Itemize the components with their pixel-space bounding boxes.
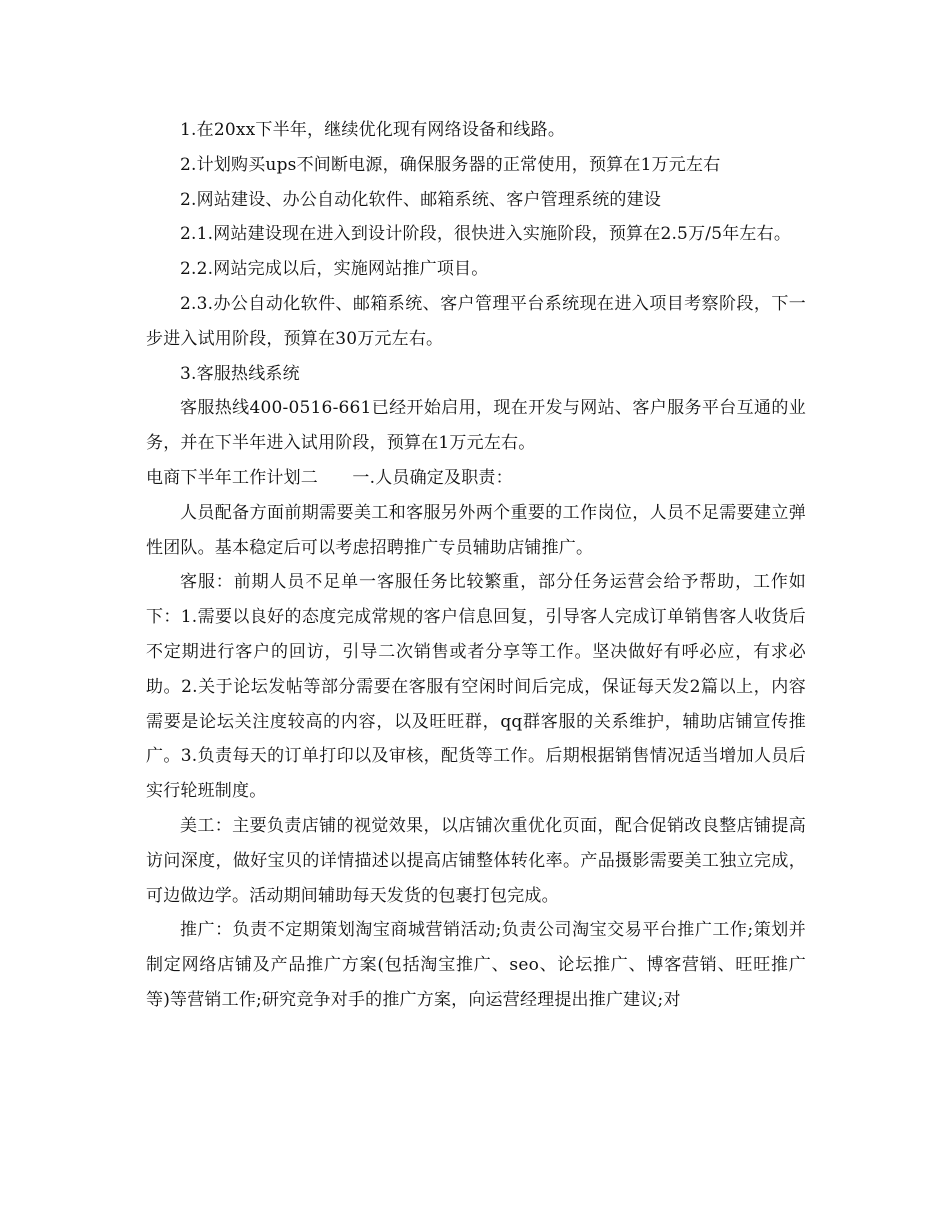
paragraph-website-design: 2.1.网站建设现在进入到设计阶段，很快进入实施阶段，预算在2.5万/5年左右。 (180, 224, 792, 245)
paragraph-ups-purchase: 2.计划购买ups不间断电源，确保服务器的正常使用，预算在1万元左右 (180, 154, 721, 175)
paragraph-network-equipment: 1.在20xx下半年，继续优化现有网络设备和线路。 (180, 120, 566, 140)
paragraph-hotline-heading: 3.客服热线系统 (180, 363, 300, 384)
paragraph-customer-service: 客服：前期人员不足单一客服任务比较繁重，部分任务运营会给予帮助，工作如下：1.需要以良好的态度完成常规的客户信息回复，引导客人完成订单销售客人收货后不定期进行客户的回访，引导二次销售或者分享等工作。坚决做好有呼必应，有求必助。2.关于论坛发帖等部分需要在客服有空闲时间后完成，保证每天发2篇以上，内容需要是论坛关注度较高的内容，以及旺旺群，qq群客服的关系维护，辅助店铺宣传推广。3.负责每天的订单打印以及审核，配货等工作。后期根据销售情况适当增加人员后实行轮班制度。 (146, 572, 806, 802)
section-heading-plan-two: 电商下半年工作计划二 一.人员确定及职责： (146, 467, 513, 488)
paragraph-art-design: 美工：主要负责店铺的视觉效果，以店铺次重优化页面，配合促销改良整店铺提高访问深度，做好宝贝的详情描述以提高店铺整体转化率。产品摄影需要美工独立完成，可边做边学。活动期间辅助每天发货的包裹打包完成。 (146, 815, 806, 906)
paragraph-website-office-system: 2.网站建设、办公自动化软件、邮箱系统、客户管理系统的建设 (180, 189, 662, 210)
paragraph-hotline-details: 客服热线400-0516-661已经开始启用，现在开发与网站、客户服务平台互通的业务，并在下半年进入试用阶段，预算在1万元左右。 (146, 398, 806, 454)
paragraph-office-automation: 2.3.办公自动化软件、邮箱系统、客户管理平台系统现在进入项目考察阶段，下一步进入试用阶段，预算在30万元左右。 (146, 293, 806, 349)
paragraph-promotion: 推广：负责不定期策划淘宝商城营销活动;负责公司淘宝交易平台推广工作;策划并制定网络店铺及产品推广方案(包括淘宝推广、seo、论坛推广、博客营销、旺旺推广等)等营销工作;研究竞争对手的推广方案，向运营经理提出推广建议;对 (146, 920, 806, 1010)
document-body (146, 113, 806, 1018)
paragraph-website-promotion: 2.2.网站完成以后，实施网站推广项目。 (180, 259, 489, 280)
paragraph-staffing: 人员配备方面前期需要美工和客服另外两个重要的工作岗位，人员不足需要建立弹性团队。基本稳定后可以考虑招聘推广专员辅助店铺推广。 (146, 502, 806, 558)
